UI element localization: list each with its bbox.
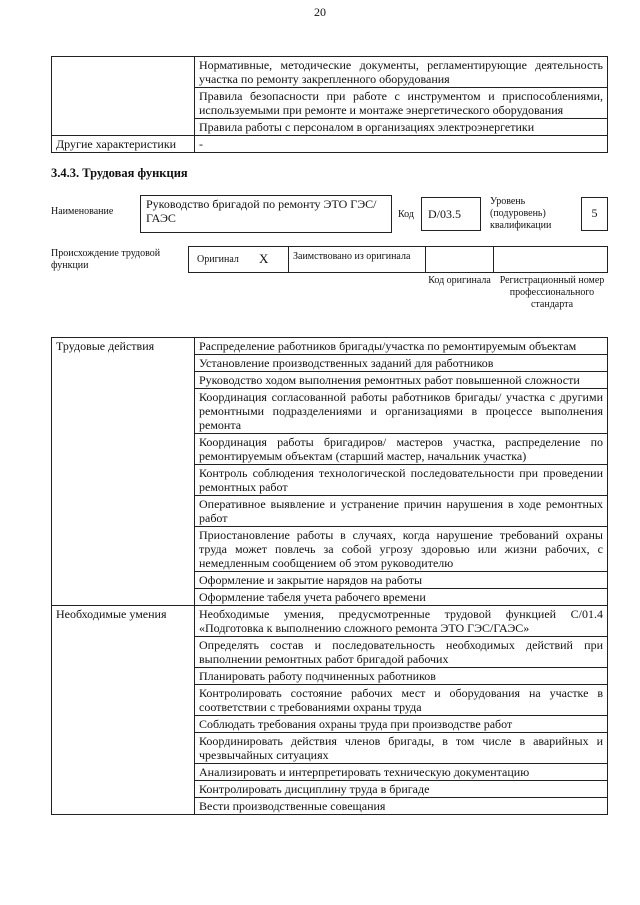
function-details-table (51, 337, 608, 815)
original-box (188, 246, 289, 273)
table-cell: Контролировать дисциплину труда в бригаде (195, 781, 608, 798)
reg-number-caption: Регистрационный номер профессионального стандарта (499, 275, 605, 310)
table-cell: Планировать работу подчиненных работников (195, 668, 608, 685)
reg-number-box (493, 246, 608, 273)
row-label (52, 57, 195, 136)
table-cell: Анализировать и интерпретировать техническую документацию (195, 764, 608, 781)
table-cell: Оперативное выявление и устранение причин нарушения в ходе ремонтных работ (195, 496, 608, 527)
knowledge-table (51, 56, 608, 153)
table-cell: Правила работы с персоналом в организациях электроэнергетики (195, 119, 608, 136)
table-cell: Приостановление работы в случаях, когда нарушение требований охраны труда может повлечь за собой угрозу здоровью или жизни рабочих, с немедленным сообщением об этом руководителю (195, 527, 608, 572)
function-name-box: Руководство бригадой по ремонту ЭТО ГЭС/ГАЭС (140, 195, 392, 233)
row-label: Необходимые умения (52, 606, 195, 815)
table-cell: Оформление табеля учета рабочего времени (195, 589, 608, 606)
table-cell: Необходимые умения, предусмотренные трудовой функцией С/01.4 «Подготовка к выполнению сложного ремонта ЭТО ГЭС/ГАЭС» (195, 606, 608, 637)
table-cell: Координация согласованной работы работников бригады/ участка с другими ремонтными подразделениями и организациями в процессе выполнения ремонта (195, 389, 608, 434)
table-cell: Координация работы бригадиров/ мастеров участка, распределение по ремонтируемым объектам (старший мастер, начальник участка) (195, 434, 608, 465)
table-row (52, 338, 608, 355)
table-cell: Нормативные, методические документы, регламентирующие деятельность участка по ремонту закрепленного оборудования (195, 57, 608, 88)
table-cell: Установление производственных заданий для работников (195, 355, 608, 372)
name-label: Наименование (51, 206, 114, 217)
original-label: Оригинал (197, 254, 239, 265)
original-mark: X (259, 251, 269, 266)
code-label: Код (398, 209, 414, 220)
section-title: 3.4.3. Трудовая функция (51, 166, 188, 180)
table-cell: - (195, 136, 608, 153)
table-cell: Контроль соблюдения технологической последовательности при проведении ремонтных работ (195, 465, 608, 496)
level-label: Уровень (подуровень) квалификации (490, 196, 552, 231)
table-cell: Руководство ходом выполнения ремонтных работ повышенной сложности (195, 372, 608, 389)
table-cell: Оформление и закрытие нарядов на работы (195, 572, 608, 589)
borrowed-label: Заимствовано из оригинала (293, 251, 411, 262)
table-row (52, 136, 608, 153)
borrowed-box (288, 246, 426, 273)
page-number: 20 (314, 5, 326, 19)
table-row (52, 57, 608, 88)
table-cell: Соблюдать требования охраны труда при производстве работ (195, 716, 608, 733)
table-cell: Вести производственные совещания (195, 798, 608, 815)
original-code-box (425, 246, 494, 273)
function-code-box: D/03.5 (421, 197, 481, 231)
table-cell: Распределение работников бригады/участка по ремонтируемым объектам (195, 338, 608, 355)
table-cell: Контролировать состояние рабочих мест и оборудования на участке в соответствии с требованиями охраны труда (195, 685, 608, 716)
table-cell: Определять состав и последовательность необходимых действий при выполнении ремонтных работ бригадой рабочих (195, 637, 608, 668)
origin-label: Происхождение трудовой функции (51, 248, 161, 271)
original-code-caption: Код оригинала (428, 275, 491, 286)
row-label: Трудовые действия (52, 338, 195, 606)
table-row (52, 606, 608, 637)
table-cell: Правила безопасности при работе с инструментом и приспособлениями, используемыми при ремонте и монтаже энергетического оборудования (195, 88, 608, 119)
table-cell: Координировать действия членов бригады, в том числе в аварийных и чрезвычайных ситуациях (195, 733, 608, 764)
row-label: Другие характеристики (52, 136, 195, 153)
qualification-level-box: 5 (581, 197, 608, 231)
